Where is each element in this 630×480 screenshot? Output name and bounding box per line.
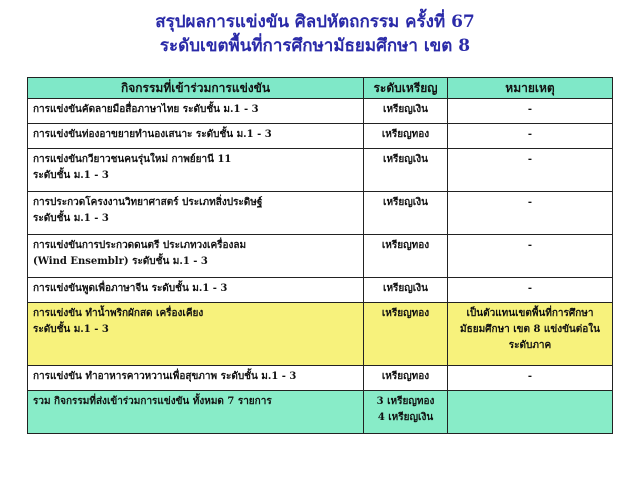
table-row <box>28 124 613 149</box>
medal-cell: เหรียญเงิน <box>364 99 448 124</box>
note-cell: เป็นตัวแทนเขตพื้นที่การศึกษามัธยมศึกษา เขต 8 แข่งขันต่อในระดับภาค <box>448 303 613 366</box>
medal-cell: เหรียญทอง <box>364 303 448 366</box>
table-row <box>28 99 613 124</box>
activity-cell: การแข่งขันท่องอาขยายทำนองเสนาะ ระดับชั้น ม.1 - 3 <box>28 124 364 149</box>
activity-cell: การแข่งขัน ทำอาหารคาวหวานเพื่อสุขภาพ ระดับชั้น ม.1 - 3 <box>28 366 364 391</box>
table-row <box>28 366 613 391</box>
medal-cell: เหรียญเงิน <box>364 192 448 235</box>
page-subtitle: ระดับเขตพื้นที่การศึกษามัธยมศึกษา เขต 8 <box>159 36 471 56</box>
note-cell: - <box>448 149 613 192</box>
activity-cell: การแข่งขัน ทำน้ำพริกผักสด เครื่องเคียง ระดับชั้น ม.1 - 3 <box>28 303 364 366</box>
medal-cell: เหรียญเงิน <box>364 149 448 192</box>
header-activity: กิจกรรมที่เข้าร่วมการแข่งขัน <box>28 78 364 99</box>
note-cell: - <box>448 99 613 124</box>
activity-cell: การแข่งขันการประกวดดนตรี ประเภทวงเครื่องลม (Wind Ensemblr) ระดับชั้น ม.1 - 3 <box>28 235 364 278</box>
total-gold: 3 เหรียญทอง <box>376 396 435 407</box>
header-note: หมายเหตุ <box>448 78 613 99</box>
activity-cell: การแข่งขันคัดลายมือสื่อภาษาไทย ระดับชั้น ม.1 - 3 <box>28 99 364 124</box>
activity-cell: การแข่งขันกวียาวชนคนรุ่นใหม่ กาพย์ยานี 11 ระดับชั้น ม.1 - 3 <box>28 149 364 192</box>
table-row-highlighted <box>28 303 613 366</box>
note-cell: - <box>448 278 613 303</box>
results-table <box>27 77 613 434</box>
note-cell: - <box>448 366 613 391</box>
table-row <box>28 149 613 192</box>
page-title: สรุปผลการแข่งขัน ศิลปหัตถกรรม ครั้งที่ 67 <box>155 12 475 32</box>
total-row <box>28 391 613 434</box>
table-row <box>28 278 613 303</box>
activity-cell: การแข่งขันพูดเพื่อภาษาจีน ระดับชั้น ม.1 - 3 <box>28 278 364 303</box>
note-cell: - <box>448 235 613 278</box>
medal-cell: เหรียญทอง <box>364 366 448 391</box>
total-silver: 4 เหรียญเงิน <box>377 412 434 423</box>
medal-cell: เหรียญเงิน <box>364 278 448 303</box>
medal-cell: เหรียญทอง <box>364 235 448 278</box>
total-note-cell <box>448 391 613 434</box>
total-medals <box>364 391 448 434</box>
note-cell: - <box>448 192 613 235</box>
medal-cell: เหรียญทอง <box>364 124 448 149</box>
note-cell: - <box>448 124 613 149</box>
header-medal: ระดับเหรียญ <box>364 78 448 99</box>
total-label: รวม กิจกรรมที่ส่งเข้าร่วมการแข่งขัน ทั้งหมด 7 รายการ <box>28 391 364 434</box>
table-row <box>28 235 613 278</box>
table-row <box>28 192 613 235</box>
activity-cell: การประกวดโครงงานวิทยาศาสตร์ ประเภทสิ่งประดิษฐ์ ระดับชั้น ม.1 - 3 <box>28 192 364 235</box>
